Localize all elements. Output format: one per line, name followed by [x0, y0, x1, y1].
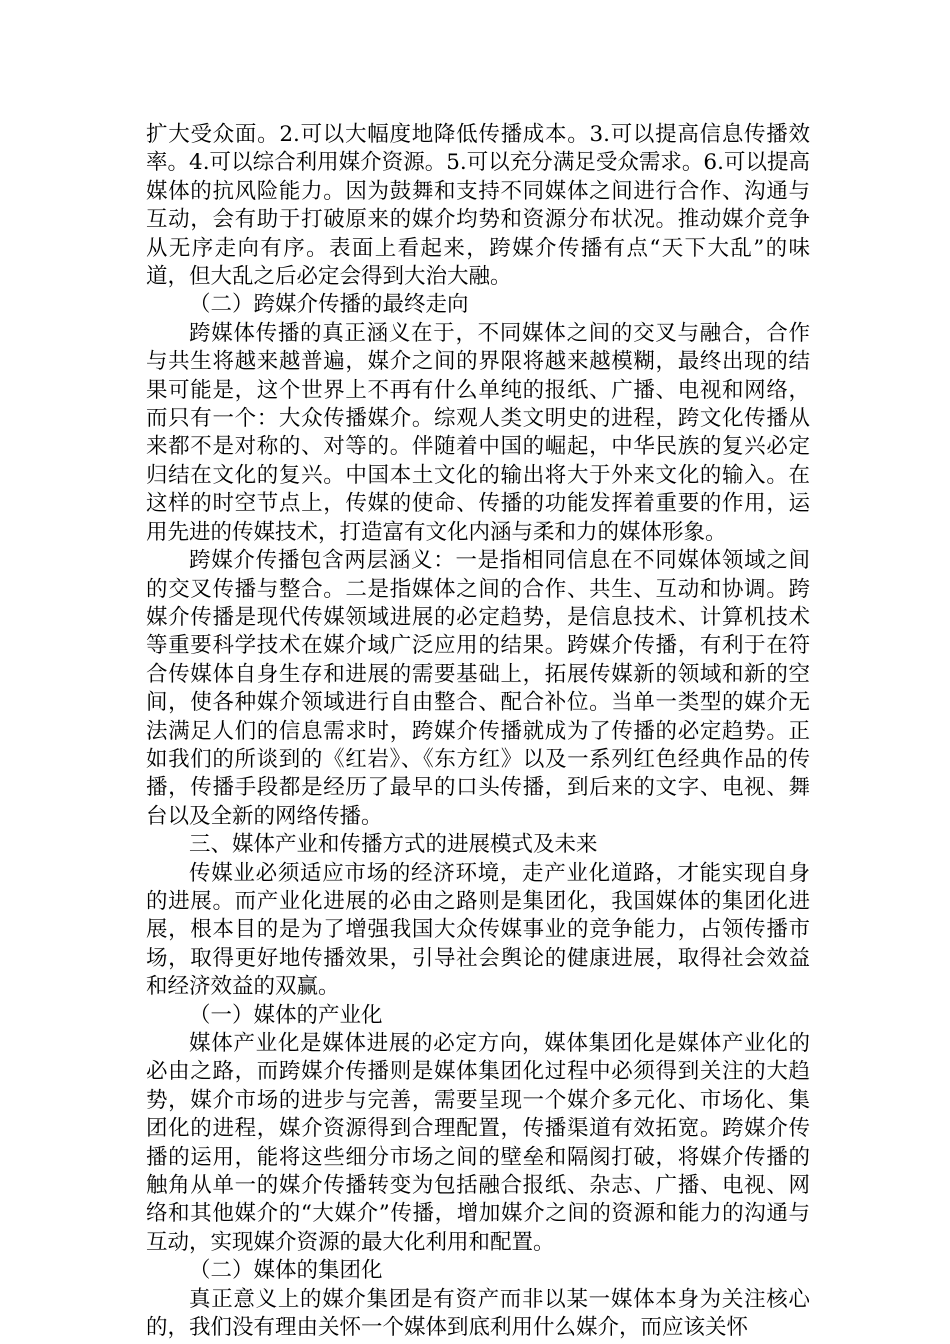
body-paragraph: 传媒业必须适应市场的经济环境，走产业化道路，才能实现自身的进展。而产业化进展的必由之路则是集团化，我国媒体的集团化进展，根本目的是为了增强我国大众传媒事业的竞争能力，占领传播市场，取得更好地传播效果，引导社会舆论的健康进展，取得社会效益和经济效益的双赢。 [146, 860, 810, 1000]
body-paragraph: 媒体产业化是媒体进展的必定方向，媒体集团化是媒体产业化的必由之路，而跨媒介传播则是媒体集团化过程中必须得到关注的大趋势，媒介市场的进步与完善，需要呈现一个媒介多元化、市场化、集团化的进程，媒介资源得到合理配置，传播渠道有效拓宽。跨媒介传播的运用，能将这些细分市场之间的壁垒和隔阂打破，将媒介传播的触角从单一的媒介传播转变为包括融合报纸、杂志、广播、电视、网络和其他媒介的“大媒介”传播，增加媒介之间的资源和能力的沟通与互动，实现媒介资源的最大化利用和配置。 [146, 1031, 810, 1255]
document-page [146, 121, 810, 1342]
body-paragraph: 跨媒介传播包含两层涵义：一是指相同信息在不同媒体领域之间的交叉传播与整合。二是指媒体之间的合作、共生、互动和协调。跨媒介传播是现代传媒领域进展的必定趋势，是信息技术、计算机技术等重要科学技术在媒介域广泛应用的结果。跨媒介传播，有利于在符合传媒体自身生存和进展的需要基础上，拓展传媒新的领域和新的空间，使各种媒介领域进行自由整合、配合补位。当单一类型的媒介无法满足人们的信息需求时，跨媒介传播就成为了传播的必定趋势。正如我们的所谈到的《红岩》、《东方红》以及一系列红色经典作品的传播，传播手段都是经历了最早的口头传播，到后来的文字、电视、舞台以及全新的网络传播。 [146, 548, 810, 829]
section-heading: （二）跨媒介传播的最终走向 [189, 292, 469, 318]
body-paragraph: 扩大受众面。2.可以大幅度地降低传播成本。3.可以提高信息传播效率。4.可以综合利用媒介资源。5.可以充分满足受众需求。6.可以提高媒体的抗风险能力。因为鼓舞和支持不同媒体之间进行合作、沟通与互动，会有助于打破原来的媒介均势和资源分布状况。推动媒介竞争从无序走向有序。表面上看起来，跨媒介传播有点“天下大乱”的味道，但大乱之后必定会得到大治大融。 [146, 122, 810, 290]
section-heading: （一）媒体的产业化 [189, 1002, 383, 1028]
section-heading: （二）媒体的集团化 [189, 1258, 383, 1284]
body-paragraph: 跨媒体传播的真正涵义在于，不同媒体之间的交叉与融合，合作与共生将越来越普遍，媒介之间的界限将越来越模糊，最终出现的结果可能是，这个世界上不再有什么单纯的报纸、广播、电视和网络，而只有一个：大众传播媒介。综观人类文明史的进程，跨文化传播从来都不是对称的、对等的。伴随着中国的崛起，中华民族的复兴必定归结在文化的复兴。中国本土文化的输出将大于外来文化的输入。在这样的时空节点上，传媒的使命、传播的功能发挥着重要的作用，运用先进的传媒技术，打造富有文化内涵与柔和力的媒体形象。 [146, 320, 810, 545]
section-heading: 三、媒体产业和传播方式的进展模式及未来 [189, 832, 598, 858]
body-paragraph: 真正意义上的媒介集团是有资产而非以某一媒体本身为关注核心的，我们没有理由关怀一个媒体到底利用什么媒介，而应该关怀 [146, 1286, 810, 1341]
